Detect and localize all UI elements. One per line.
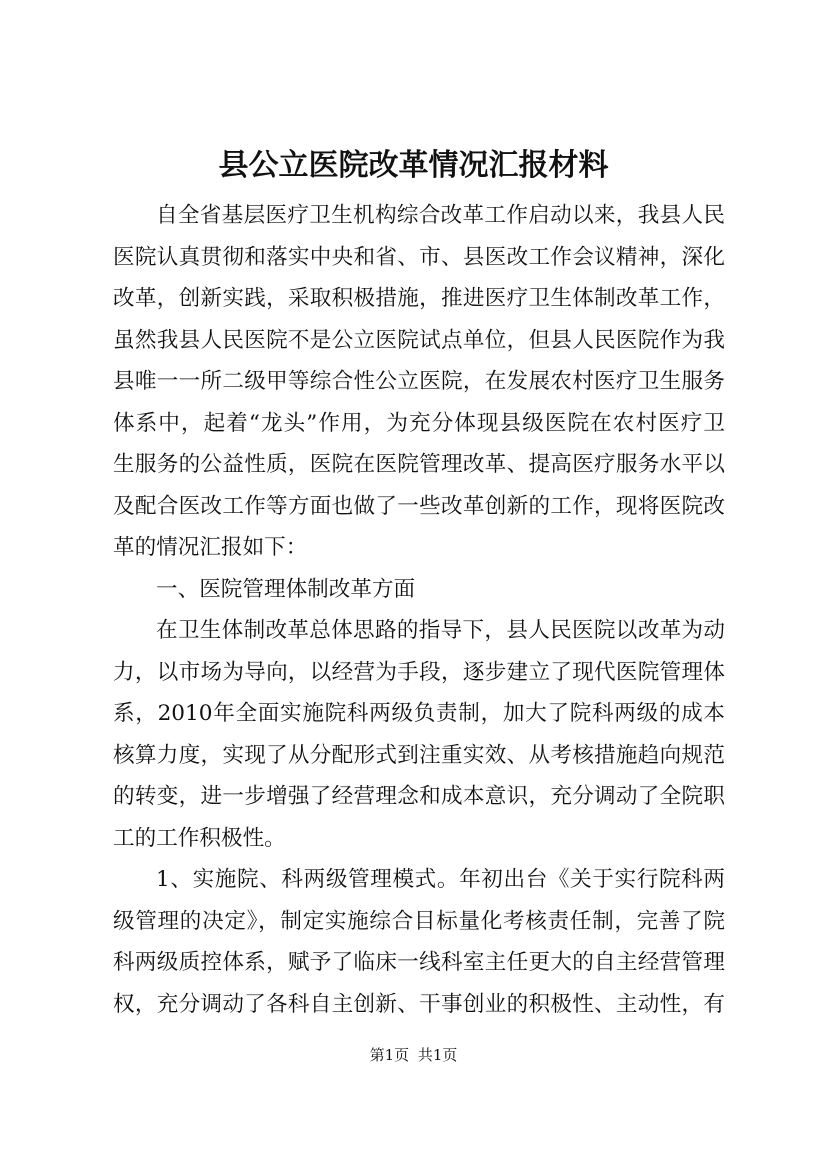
paragraph-line: 革的情况汇报如下： — [113, 535, 308, 560]
paragraph-line: 一、医院管理体制改革方面 — [156, 576, 416, 602]
paragraph-line: 县唯一一所二级甲等综合性公立医院，在发展农村医疗卫生服务 — [113, 369, 725, 394]
paragraph-line: 自全省基层医疗卫生机构综合改革工作启动以来，我县人民 — [156, 203, 725, 228]
paragraph-line: 的转变，进一步增强了经营理念和成本意识，充分调动了全院职 — [113, 784, 725, 809]
paragraph-line: 及配合医改工作等方面也做了一些改革创新的工作，现将医院改 — [113, 493, 725, 519]
paragraph-line: 级管理的决定》，制定实施综合目标量化考核责任制，完善了院 — [113, 908, 725, 934]
document-title: 县公立医院改革情况汇报材料 — [218, 148, 609, 183]
paragraph-line: 在卫生体制改革总体思路的指导下，县人民医院以改革为动 — [156, 618, 725, 643]
paragraph-line: 力，以市场为导向，以经营为手段，逐步建立了现代医院管理体 — [113, 659, 725, 685]
paragraph-line: 工的工作积极性。 — [113, 825, 286, 851]
paragraph-line: 权，充分调动了各科自主创新、干事创业的积极性、主动性，有 — [113, 991, 725, 1017]
paragraph-line: 医院认真贯彻和落实中央和省、市、县医改工作会议精神，深化 — [113, 244, 725, 270]
page-total: 共1页 — [417, 1046, 458, 1064]
paragraph-line: 1、实施院、科两级管理模式。年初出台《关于实行院科两 — [156, 867, 725, 892]
paragraph-line: 虽然我县人民医院不是公立医院试点单位，但县人民医院作为我 — [113, 327, 725, 353]
paragraph-line: 体系中，起着“龙头”作用，为充分体现县级医院在农村医疗卫 — [113, 410, 725, 436]
document-body — [113, 195, 725, 1025]
paragraph-line: 系，2010年全面实施院科两级负责制，加大了院科两级的成本 — [113, 701, 725, 726]
paragraph-line: 科两级质控体系，赋予了临床一线科室主任更大的自主经营管理 — [113, 950, 725, 975]
page-footer — [0, 1045, 827, 1065]
paragraph-line: 生服务的公益性质，医院在医院管理改革、提高医疗服务水平以 — [113, 452, 725, 477]
paragraph-line: 改革，创新实践，采取积极措施，推进医疗卫生体制改革工作， — [113, 286, 725, 311]
page-number: 第1页 — [369, 1046, 410, 1064]
paragraph-line: 核算力度，实现了从分配形式到注重实效、从考核措施趋向规范 — [113, 742, 725, 768]
